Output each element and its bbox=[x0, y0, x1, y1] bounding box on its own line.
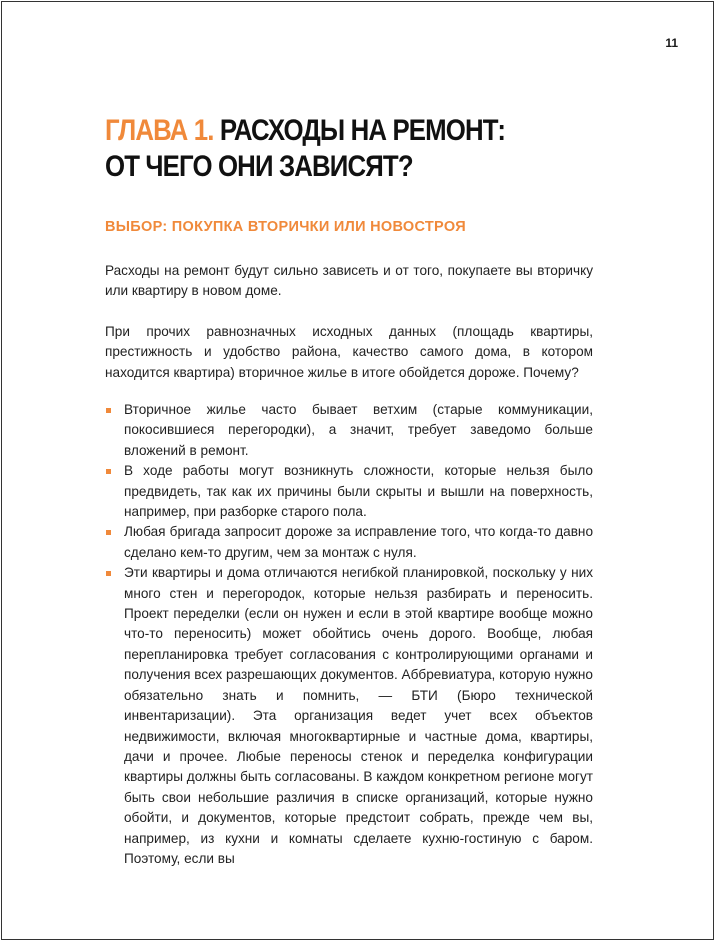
chapter-title-line1: РАСХОДЫ НА РЕМОНТ: bbox=[219, 114, 506, 147]
list-item bbox=[105, 400, 593, 461]
list-item-text: В ходе работы могут возникнуть сложности, которые нельзя было предвидеть, так как их причины были скрыты и вышли на поверхность, например, при разборке старого пола. bbox=[124, 463, 593, 520]
list-item bbox=[105, 522, 593, 563]
bullet-list bbox=[105, 400, 593, 869]
bullet-square-icon bbox=[106, 530, 111, 535]
book-page bbox=[1, 1, 714, 940]
list-item-text: Любая бригада запросит дороже за исправление того, что когда-то давно сделано кем-то другим, чем за монтаж с нуля. bbox=[124, 524, 593, 560]
chapter-title-line2: ОТ ЧЕГО ОНИ ЗАВИСЯТ? bbox=[105, 150, 413, 183]
bullet-square-icon bbox=[106, 408, 111, 413]
list-item-text: Эти квартиры и дома отличаются негибкой планировкой, поскольку у них много стен и перегородок, которые нельзя разбирать и переносить. Проект переделки (если он нужен и если в этой квартире вообще можно что-то переносить) может обойтись очень дорого. Вообще, любая перепланировка требует согласования с контролирующими органами и получения всех разрешающих документов. Аббревиатура, которую нужно обязательно знать и помнить, — БТИ (Бюро технической инвентаризации). Эта организация ведет учет всех объектов недвижимости, включая многоквартирные и частные дома, квартиры, дачи и прочее. Любые переносы стенок и переделка конфигурации квартиры должны быть согласованы. В каждом конкретном регионе могут быть свои небольшие различия в списке организаций, которые нужно обойти, и документов, которые предстоит собрать, прежде чем вы, например, из кухни и комнаты сделаете кухню-гостиную с баром. Поэтому, если вы bbox=[124, 565, 593, 866]
list-item bbox=[105, 461, 593, 522]
list-item-text: Вторичное жилье часто бывает ветхим (старые коммуникации, покосившиеся перегородки), а значит, требует заведомо больше вложений в ремонт. bbox=[124, 402, 593, 458]
list-item bbox=[105, 563, 593, 869]
chapter-title bbox=[105, 113, 535, 185]
page-number: 11 bbox=[665, 36, 678, 50]
chapter-label: ГЛАВА 1. bbox=[105, 114, 214, 147]
paragraph: Расходы на ремонт будут сильно зависеть и от того, покупаете вы вторичку или квартиру в новом доме. bbox=[105, 263, 593, 299]
bullet-square-icon bbox=[106, 571, 111, 576]
paragraph: При прочих равнозначных исходных данных (площадь квартиры, престижность и удобство района, качество самого дома, в котором находится квартира) вторичное жилье в итоге обойдется дороже. Почему? bbox=[105, 324, 593, 380]
bullet-square-icon bbox=[106, 469, 111, 474]
section-heading: ВЫБОР: ПОКУПКА ВТОРИЧКИ ИЛИ НОВОСТРОЯ bbox=[105, 219, 466, 235]
